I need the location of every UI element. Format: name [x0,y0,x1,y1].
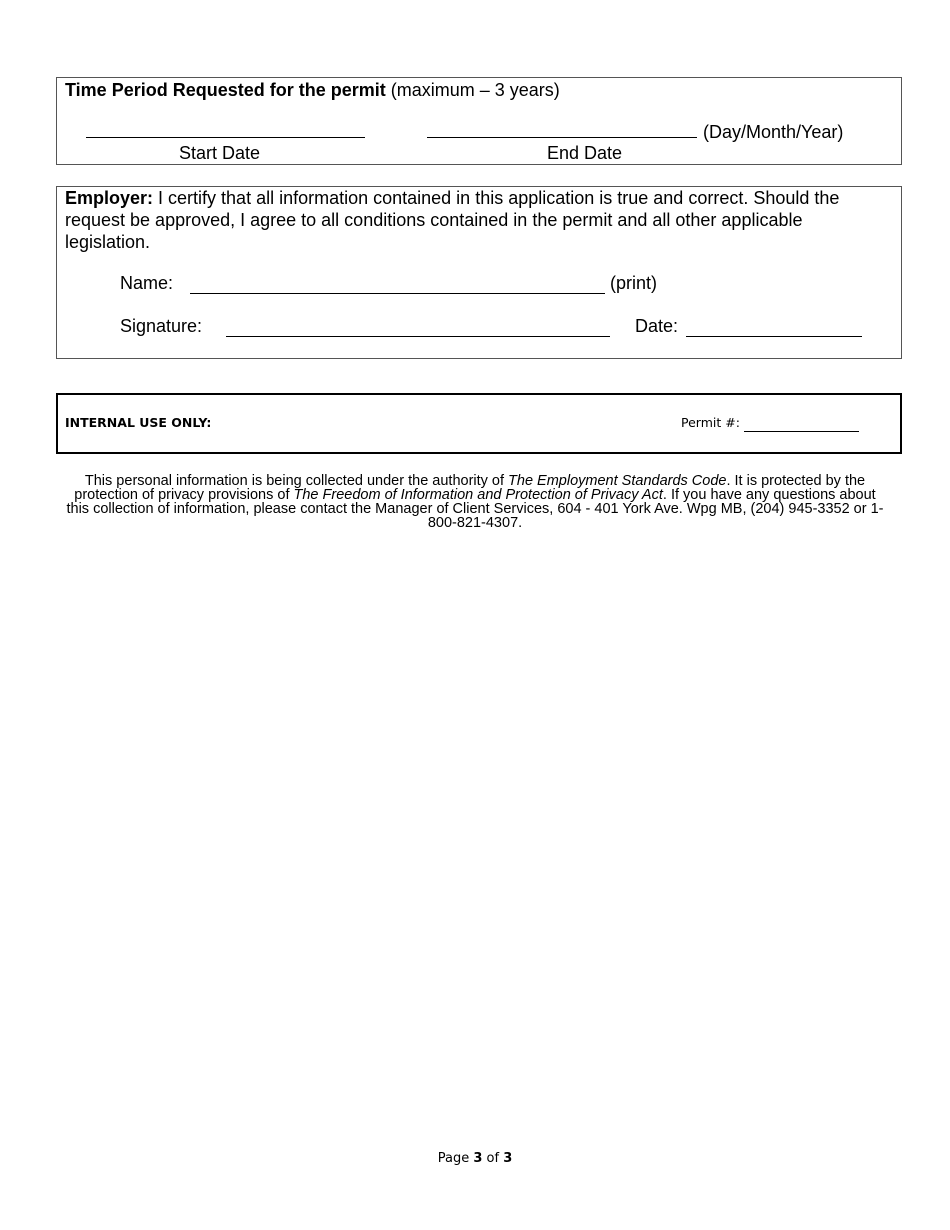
end-date-label: End Date [547,143,623,163]
permit-number-field[interactable] [744,431,859,432]
internal-use-label: INTERNAL USE ONLY: [65,415,212,430]
privacy-text-1: This personal information is being collected under the authority of [84,473,509,489]
page-of-word: of [482,1151,504,1166]
start-date-label: Start Date [179,143,261,163]
employer-statement [65,187,885,253]
employer-label: Employer: [65,188,154,208]
foippa-title: The Freedom of Information and Protection of Privacy Act [293,487,663,503]
name-field[interactable] [190,293,605,294]
print-label: (print) [610,273,658,293]
time-period-section [56,77,902,165]
privacy-notice [62,474,888,530]
time-period-title-bold: Time Period Requested for the permit [65,80,386,100]
date-label: Date: [635,316,679,336]
privacy-text-2: . It is protected by the protection of privacy provisions of [74,473,866,503]
page-current: 3 [473,1151,483,1166]
end-date-field[interactable] [427,137,697,138]
employer-statement-text: I certify that all information contained in this application is true and correct. Should the request be approved, I agree to all conditions contained in the permit and all other applicable legislation. [65,188,840,252]
signature-field[interactable] [226,336,610,337]
signature-label: Signature: [120,316,203,336]
time-period-title [65,80,560,101]
start-date-field[interactable] [86,137,365,138]
page-number [0,1151,950,1166]
employer-certification-section [56,186,902,359]
date-field[interactable] [686,336,862,337]
page-word: Page [437,1151,474,1166]
page-total: 3 [503,1151,513,1166]
privacy-text-3: . If you have any questions about this collection of information, please contact the Manager of Client Services, 604 - 401 York Ave. Wpg MB, (204) 945-3352 or 1-800-821-4307. [66,487,884,531]
permit-number-label: Permit #: [681,415,740,430]
date-format-hint: (Day/Month/Year) [703,122,844,142]
employment-standards-code-title: The Employment Standards Code [508,473,727,489]
time-period-title-rest: (maximum – 3 years) [385,80,560,100]
name-label: Name: [120,273,174,293]
internal-use-section [56,393,902,454]
